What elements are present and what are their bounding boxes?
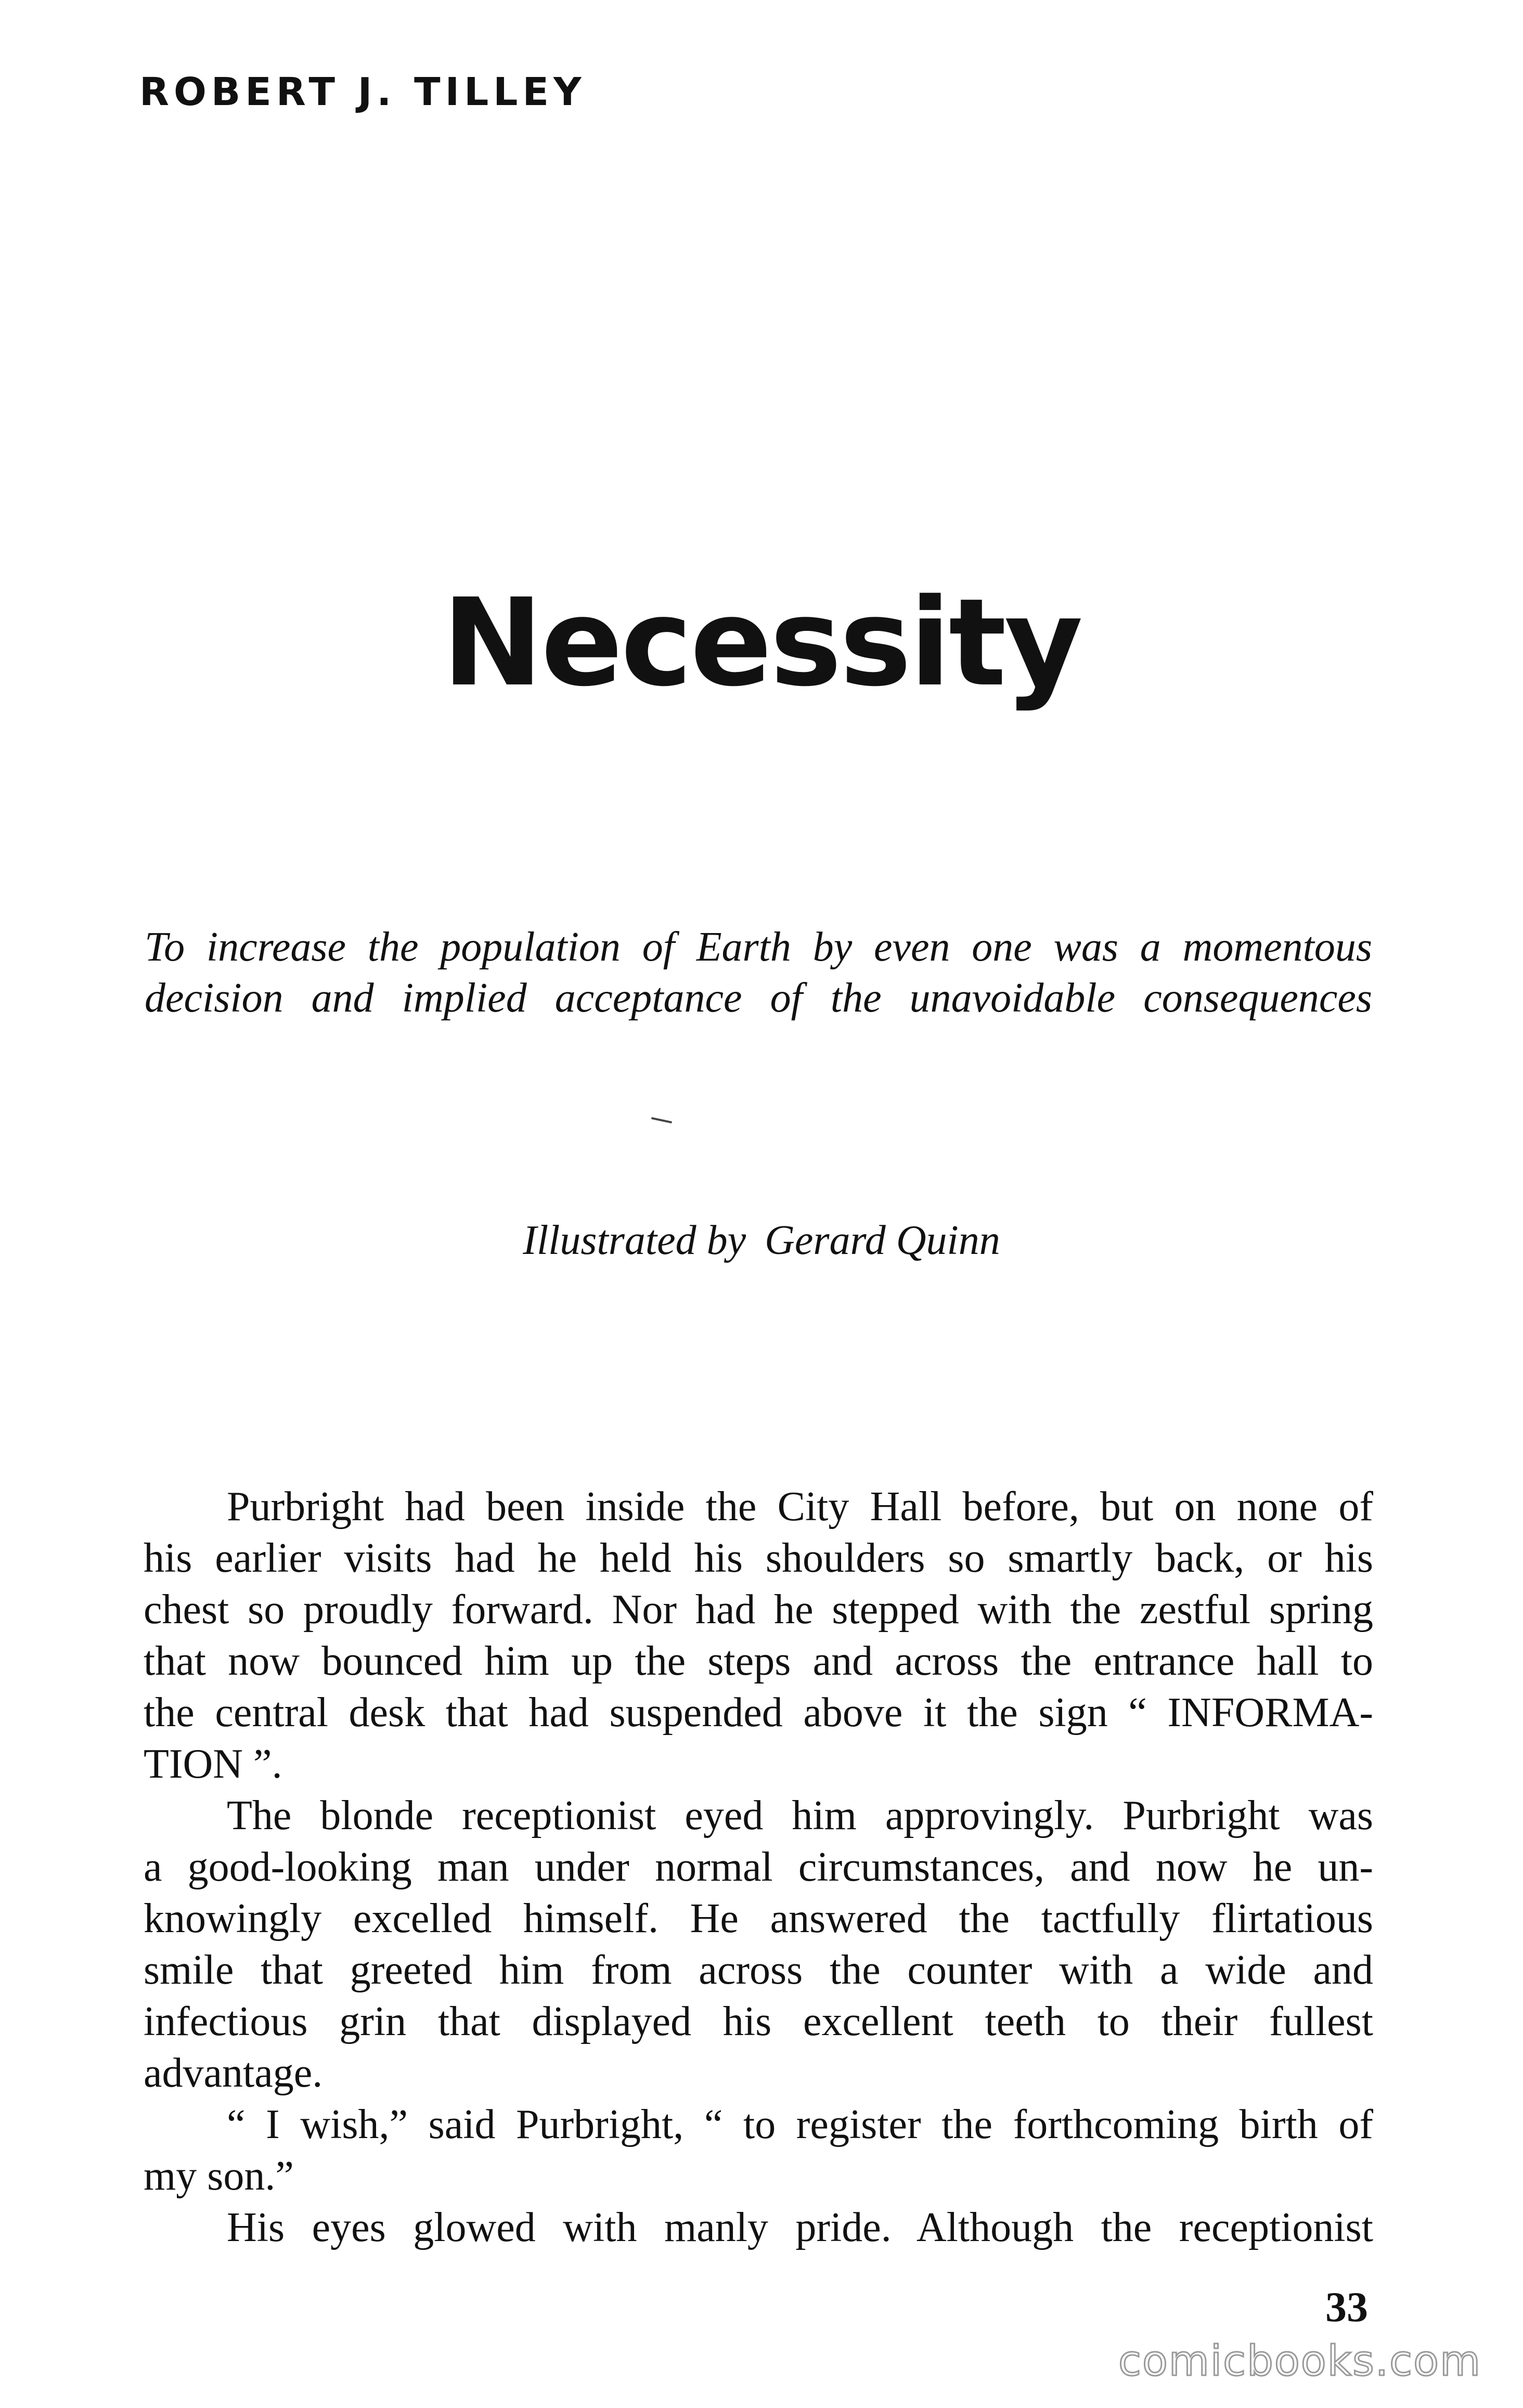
paragraph-line: smile that greeted him from across the counter with a wide and	[144, 1947, 1373, 1993]
site-watermark: comicbooks.com	[1118, 2337, 1482, 2385]
paragraph-line: the central desk that had suspended above it the sign “ INFORMA-	[144, 1690, 1373, 1736]
paragraph-line: my son.”	[144, 2153, 294, 2199]
divider-mark	[651, 1117, 672, 1123]
paragraph-line: advantage.	[144, 2050, 323, 2096]
story-title: Necessity	[442, 573, 1081, 713]
paragraph-line: his earlier visits had he held his shoulders so smartly back, or his	[144, 1535, 1373, 1581]
paragraph-line: TION ”.	[144, 1741, 282, 1787]
paragraph-line: that now bounced him up the steps and across the entrance hall to	[144, 1638, 1373, 1684]
paragraph-line: His eyes glowed with manly pride. Although the receptionist	[227, 2205, 1373, 2250]
credit-prefix: Illustrated by	[523, 1218, 746, 1263]
blurb-line: To increase the population of Earth by even one was a momentous	[145, 924, 1372, 970]
blurb-line: decision and implied acceptance of the unavoidable consequences	[145, 975, 1372, 1021]
paragraph-line: a good-looking man under normal circumstances, and now he un-	[144, 1844, 1373, 1890]
illustrator-credit	[0, 1220, 1523, 1261]
paragraph-line: The blonde receptionist eyed him approvingly. Purbright was	[227, 1793, 1373, 1839]
story-body	[144, 1481, 1373, 2254]
paragraph-line: knowingly excelled himself. He answered the tactfully flirtatious	[144, 1896, 1373, 1941]
illustrator-name: Gerard Quinn	[765, 1218, 1000, 1263]
page-number: 33	[1325, 2283, 1368, 2331]
paragraph-line: Purbright had been inside the City Hall before, but on none of	[227, 1484, 1373, 1530]
story-blurb	[145, 922, 1372, 1024]
paragraph-line: chest so proudly forward. Nor had he stepped with the zestful spring	[144, 1587, 1373, 1633]
paragraph-line: infectious grin that displayed his excellent teeth to their fullest	[144, 1999, 1373, 2044]
paragraph-line: “ I wish,” said Purbright, “ to register the forthcoming birth of	[227, 2102, 1373, 2147]
author-name: ROBERT J. TILLEY	[139, 70, 586, 114]
